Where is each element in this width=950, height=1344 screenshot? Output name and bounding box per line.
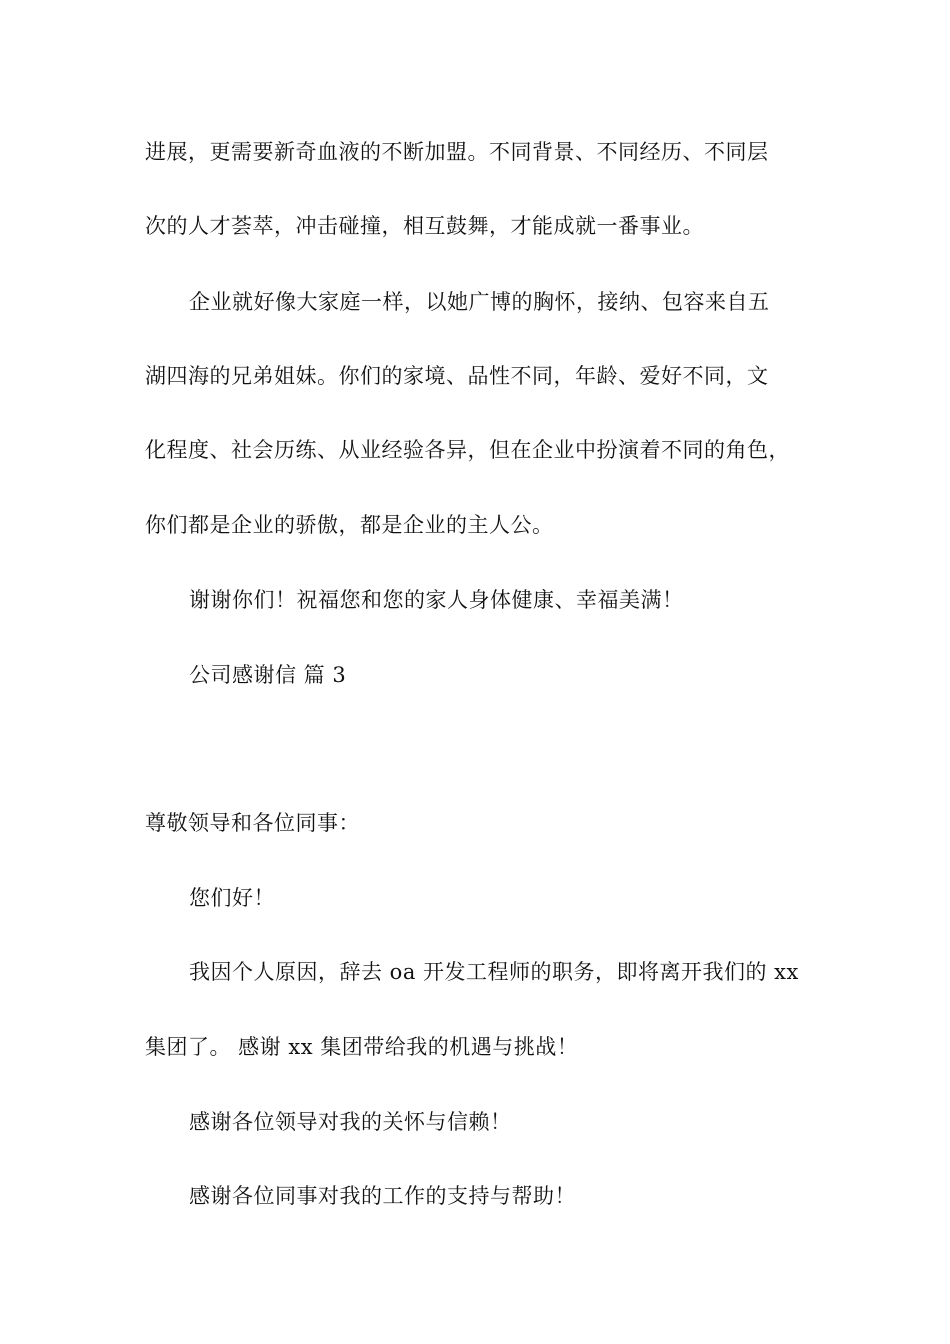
greeting: 您们好！ <box>189 886 275 910</box>
closing-line: 谢谢你们！祝福您和您的家人身体健康、幸福美满！ <box>189 588 684 612</box>
paragraph-line: 感谢各位同事对我的工作的支持与帮助！ <box>189 1184 576 1208</box>
paragraph-line: 感谢各位领导对我的关怀与信赖！ <box>189 1110 512 1134</box>
salutation: 尊敬领导和各位同事： <box>145 811 360 835</box>
paragraph-line: 集团了。 感谢 xx 集团带给我的机遇与挑战！ <box>145 1035 579 1059</box>
section-heading: 公司感谢信 篇 3 <box>189 663 347 687</box>
paragraph-line: 湖四海的兄弟姐妹。你们的家境、品性不同，年龄、爱好不同，文 <box>145 364 769 388</box>
paragraph-line: 次的人才荟萃，冲击碰撞，相互鼓舞，才能成就一番事业。 <box>145 214 704 238</box>
paragraph-line: 你们都是企业的骄傲，都是企业的主人公。 <box>145 513 554 537</box>
paragraph-line: 企业就好像大家庭一样，以她广博的胸怀，接纳、包容来自五 <box>189 290 770 314</box>
paragraph-line: 我因个人原因，辞去 oa 开发工程师的职务，即将离开我们的 xx <box>189 960 799 984</box>
paragraph-line: 进展，更需要新奇血液的不断加盟。不同背景、不同经历、不同层 <box>145 140 769 164</box>
paragraph-line: 化程度、社会历练、从业经验各异，但在企业中扮演着不同的角色， <box>145 438 790 462</box>
